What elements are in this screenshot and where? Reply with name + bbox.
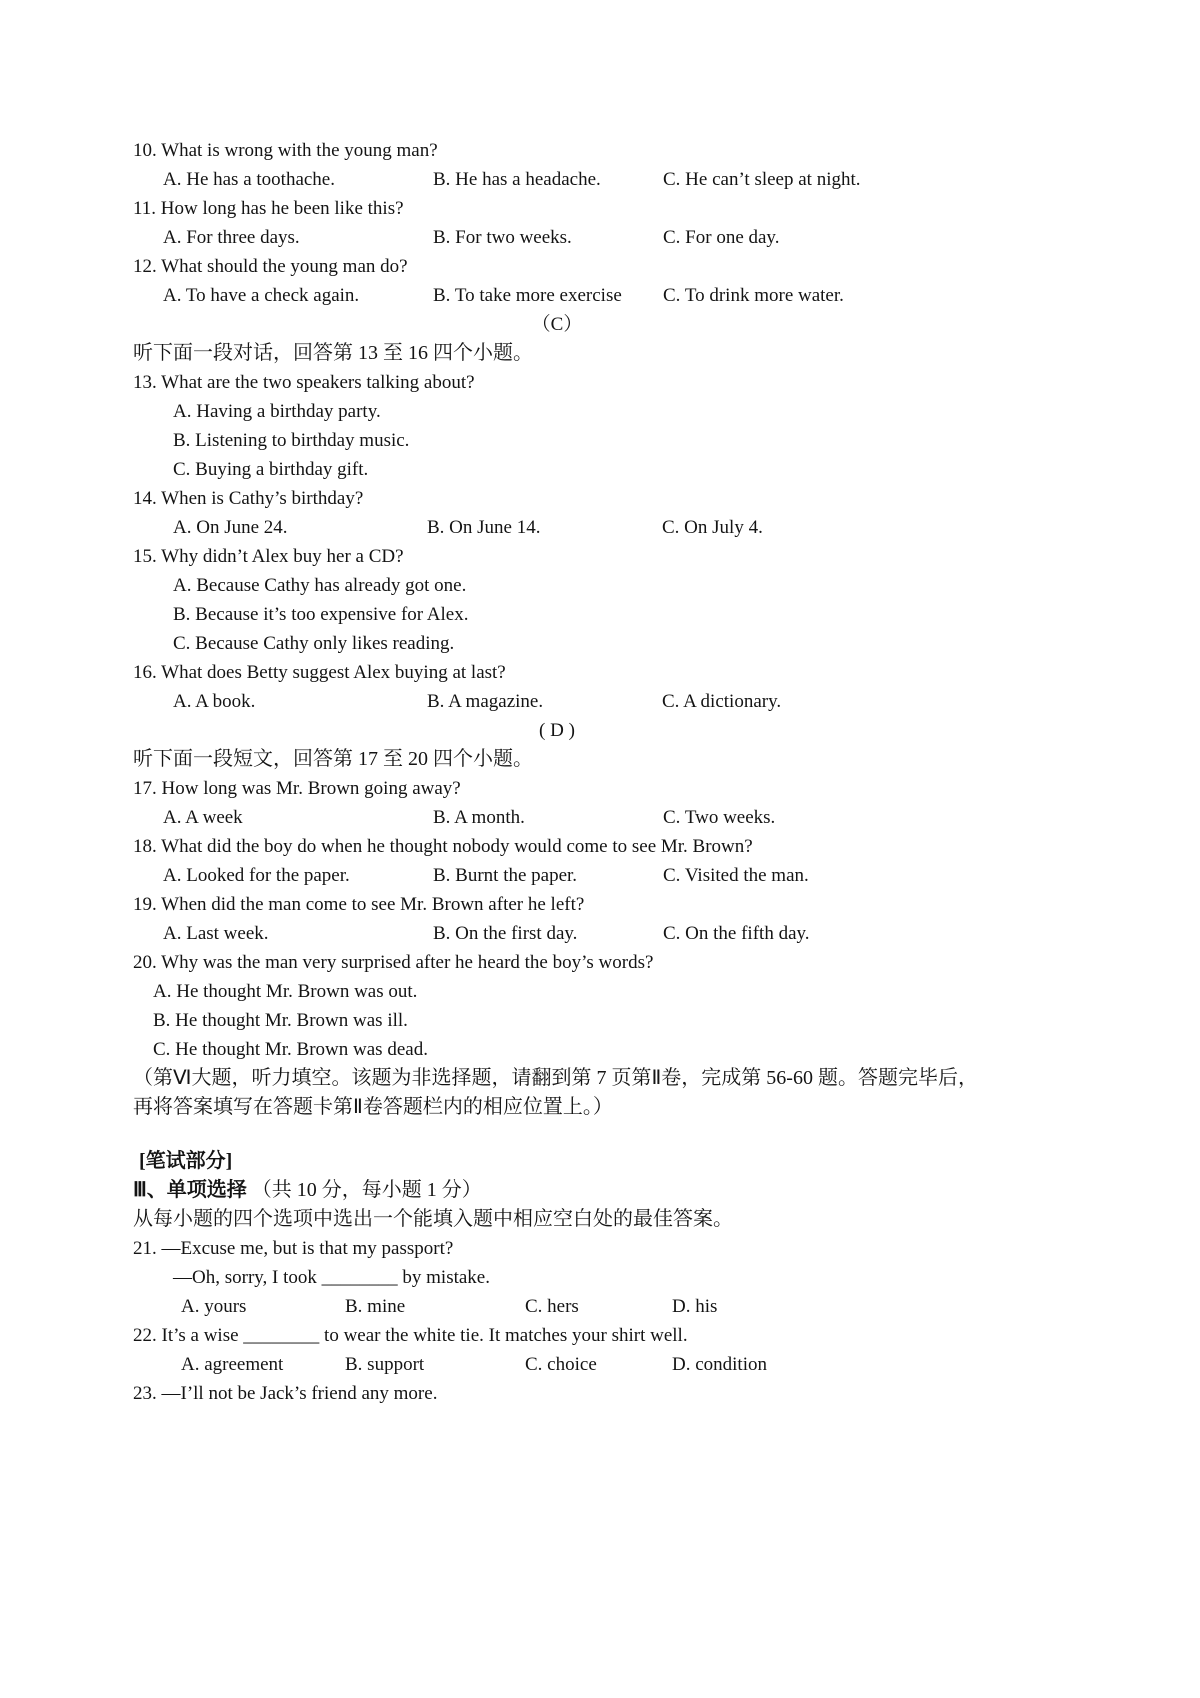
question-line: 22. It’s a wise ________ to wear the white tie. It matches your shirt well.	[133, 1325, 688, 1346]
option-label: C. Visited the man.	[663, 865, 809, 886]
option-line: B. He thought Mr. Brown was ill.	[153, 1010, 408, 1031]
question-line: 16. What does Betty suggest Alex buying at last?	[133, 662, 506, 683]
options-row	[133, 861, 981, 890]
options-row	[133, 1350, 981, 1379]
option-label: A. On June 24.	[173, 517, 288, 538]
instruction-line: 听下面一段对话，回答第 13 至 16 四个小题。	[133, 342, 533, 364]
question-line: 11. How long has he been like this?	[133, 198, 404, 219]
options-row	[133, 513, 981, 542]
option-line: C. He thought Mr. Brown was dead.	[153, 1039, 428, 1060]
options-row	[133, 1292, 981, 1321]
option-label: B. mine	[345, 1296, 406, 1317]
option-label: B. A magazine.	[427, 691, 544, 712]
option-line: B. Listening to birthday music.	[173, 430, 410, 451]
instruction-line: 从每小题的四个选项中选出一个能填入题中相应空白处的最佳答案。	[133, 1208, 733, 1230]
question-line: 18. What did the boy do when he thought nobody would come to see Mr. Brown?	[133, 836, 753, 857]
question-line: 14. When is Cathy’s birthday?	[133, 488, 364, 509]
section-label: ( D )	[539, 720, 575, 741]
option-label: A. A week	[163, 807, 243, 828]
note-line: 再将答案填写在答题卡第Ⅱ卷答题栏内的相应位置上。）	[133, 1096, 613, 1118]
section-title: [笔试部分]	[139, 1150, 233, 1172]
option-label: A. agreement	[181, 1354, 284, 1375]
option-label: B. A month.	[433, 807, 525, 828]
option-line: A. He thought Mr. Brown was out.	[153, 981, 418, 1002]
question-line: 12. What should the young man do?	[133, 256, 408, 277]
option-label: B. He has a headache.	[433, 169, 601, 190]
question-line: 21. —Excuse me, but is that my passport?	[133, 1238, 454, 1259]
option-label: C. He can’t sleep at night.	[663, 169, 861, 190]
option-label: C. choice	[525, 1354, 597, 1375]
instruction-line: 听下面一段短文，回答第 17 至 20 四个小题。	[133, 748, 533, 770]
question-line: 23. —I’ll not be Jack’s friend any more.	[133, 1383, 438, 1404]
option-label: C. On July 4.	[662, 517, 763, 538]
question-line: 15. Why didn’t Alex buy her a CD?	[133, 546, 404, 567]
question-line: 20. Why was the man very surprised after he heard the boy’s words?	[133, 952, 654, 973]
option-label: D. his	[672, 1296, 718, 1317]
option-label: B. For two weeks.	[433, 227, 572, 248]
option-line: A. Having a birthday party.	[173, 401, 381, 422]
option-line: —Oh, sorry, I took ________ by mistake.	[173, 1267, 490, 1288]
option-label: C. For one day.	[663, 227, 780, 248]
exam-content	[133, 136, 981, 1408]
option-label: C. hers	[525, 1296, 579, 1317]
option-label: A. He has a toothache.	[163, 169, 335, 190]
options-row	[133, 223, 981, 252]
section-label: （C）	[531, 314, 583, 335]
question-line: 13. What are the two speakers talking about?	[133, 372, 475, 393]
spacer	[133, 1122, 981, 1147]
option-label: A. To have a check again.	[163, 285, 360, 306]
question-line: 17. How long was Mr. Brown going away?	[133, 778, 461, 799]
section-heading-score: （共 10 分，每小题 1 分）	[246, 1179, 482, 1201]
option-label: C. On the fifth day.	[663, 923, 810, 944]
option-label: B. To take more exercise	[433, 285, 622, 306]
options-row	[133, 919, 981, 948]
option-label: B. support	[345, 1354, 425, 1375]
option-label: A. Last week.	[163, 923, 269, 944]
question-line: 10. What is wrong with the young man?	[133, 140, 438, 161]
option-label: B. On the first day.	[433, 923, 578, 944]
option-label: A. yours	[181, 1296, 247, 1317]
option-line: A. Because Cathy has already got one.	[173, 575, 467, 596]
option-label: A. Looked for the paper.	[163, 865, 350, 886]
options-row	[133, 281, 981, 310]
option-label: A. A book.	[173, 691, 256, 712]
option-line: C. Because Cathy only likes reading.	[173, 633, 455, 654]
section-heading	[133, 1176, 981, 1205]
note-line: （第Ⅵ大题，听力填空。该题为非选择题，请翻到第 7 页第Ⅱ卷，完成第 56-60 题。答题完毕后，	[133, 1067, 978, 1089]
options-row	[133, 687, 981, 716]
option-label: C. Two weeks.	[663, 807, 776, 828]
option-line: C. Buying a birthday gift.	[173, 459, 369, 480]
option-label: C. To drink more water.	[663, 285, 844, 306]
options-row	[133, 803, 981, 832]
option-label: A. For three days.	[163, 227, 300, 248]
option-line: B. Because it’s too expensive for Alex.	[173, 604, 469, 625]
option-label: D. condition	[672, 1354, 767, 1375]
section-heading-title: Ⅲ、单项选择	[133, 1179, 247, 1201]
question-line: 19. When did the man come to see Mr. Brown after he left?	[133, 894, 585, 915]
options-row	[133, 165, 981, 194]
option-label: C. A dictionary.	[662, 691, 782, 712]
option-label: B. On June 14.	[427, 517, 541, 538]
option-label: B. Burnt the paper.	[433, 865, 578, 886]
